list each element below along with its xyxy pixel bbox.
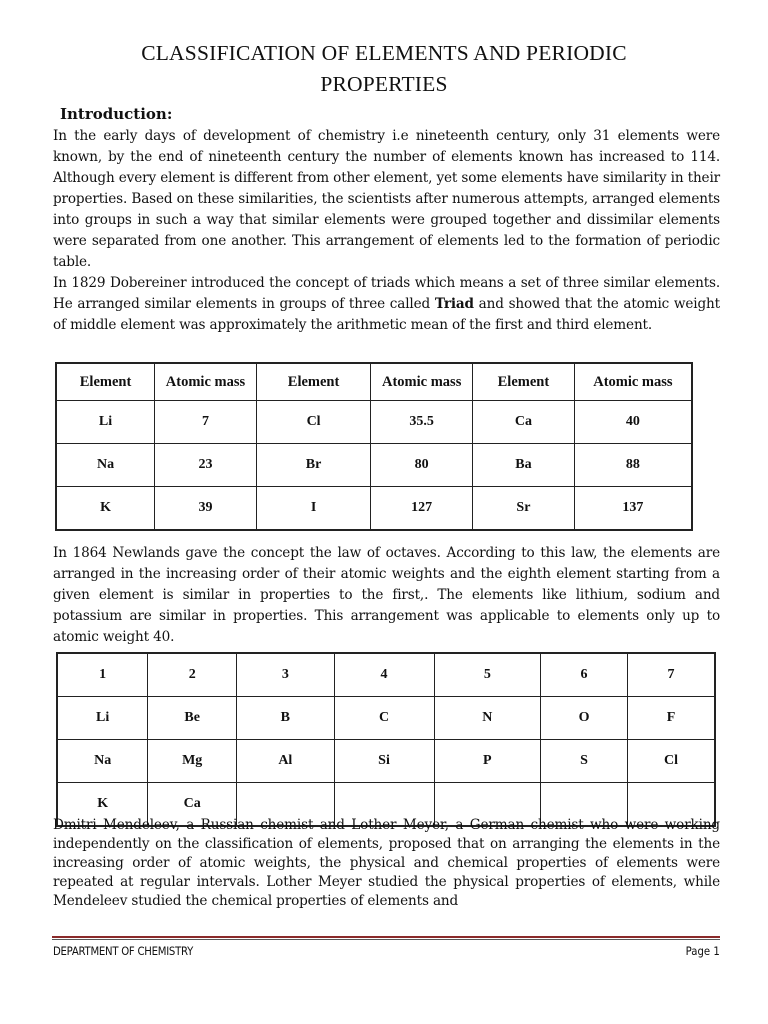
octave-cell: Li	[57, 697, 148, 740]
newlands-paragraph: In 1864 Newlands gave the concept the law of octaves. According to this law, the elements are arranged in the increasing order of their atomic weights and the eighth element starting from a given element is similar in properties to the first,. The elements like lithium, sodium and potassium are similar in properties. This arrangement was applicable to elements only up to atomic weight 40.	[53, 545, 720, 645]
triad-cell: Ca	[473, 401, 575, 444]
octave-cell: Be	[148, 697, 237, 740]
triad-term: Triad	[434, 296, 474, 312]
triad-cell: Sr	[473, 487, 575, 531]
octave-cell: Si	[334, 740, 434, 783]
footer-divider-thin	[52, 939, 720, 940]
octave-cell: 2	[148, 653, 237, 697]
footer-divider	[52, 936, 720, 938]
triad-cell: 88	[574, 444, 692, 487]
intro-paragraph: In the early days of development of chemistry i.e nineteenth century, only 31 elements were known, by the end of nineteenth century the number of elements known has increased to 114. Although every element is different from other element, yet some elements have similarity in their properties. Based on these similarities, the scientists after numerous attempts, arranged elements into groups in such a way that similar elements were grouped together and dissimilar elements were separated from one another. This arrangement of elements led to the formation of periodic table.	[53, 128, 720, 270]
triad-cell: 39	[155, 487, 257, 531]
octave-cell: Mg	[148, 740, 237, 783]
octave-cell: 3	[237, 653, 334, 697]
octave-row	[57, 653, 715, 697]
triad-header-cell: Atomic mass	[155, 363, 257, 401]
triad-cell: Ba	[473, 444, 575, 487]
section-heading: Introduction:	[60, 105, 173, 123]
page-title	[60, 38, 708, 100]
triad-cell: Br	[256, 444, 370, 487]
octave-cell: P	[434, 740, 541, 783]
triad-cell: K	[56, 487, 155, 531]
octave-cell: 5	[434, 653, 541, 697]
octave-cell: C	[334, 697, 434, 740]
triad-header-cell: Atomic mass	[371, 363, 473, 401]
triad-header-cell: Element	[473, 363, 575, 401]
triad-cell: I	[256, 487, 370, 531]
octave-cell: N	[434, 697, 541, 740]
triad-cell: 80	[371, 444, 473, 487]
dobereiner-text-2: and showed that the atomic weight of middle element was approximately the arithmetic mean of the first and third element.	[53, 296, 720, 333]
footer-page-number: Page 1	[685, 944, 720, 958]
triad-table	[55, 362, 693, 531]
octave-row	[57, 697, 715, 740]
triad-cell: 7	[155, 401, 257, 444]
octave-cell: S	[541, 740, 628, 783]
octave-cell: O	[541, 697, 628, 740]
triad-row	[56, 444, 692, 487]
triad-cell: Li	[56, 401, 155, 444]
title-line-1: CLASSIFICATION OF ELEMENTS AND PERIODIC	[141, 41, 627, 65]
title-line-2: PROPERTIES	[320, 72, 448, 96]
triad-cell: 40	[574, 401, 692, 444]
octave-row	[57, 740, 715, 783]
footer-department: DEPARTMENT OF CHEMISTRY	[53, 944, 194, 958]
triad-cell: 35.5	[371, 401, 473, 444]
octave-cell: F	[627, 697, 715, 740]
triad-header-cell: Element	[256, 363, 370, 401]
octave-cell: Ca	[148, 783, 237, 827]
octave-cell: Cl	[627, 740, 715, 783]
octave-cell: Al	[237, 740, 334, 783]
triad-row	[56, 487, 692, 531]
triad-cell: Na	[56, 444, 155, 487]
dobereiner-text-1: In 1829 Dobereiner introduced the concept of triads which means a set of three similar elements. He arranged similar elements in groups of three called	[53, 275, 720, 312]
octave-cell: 4	[334, 653, 434, 697]
octave-cell: 1	[57, 653, 148, 697]
triad-cell: Cl	[256, 401, 370, 444]
octave-cell: 7	[627, 653, 715, 697]
triad-header-cell: Atomic mass	[574, 363, 692, 401]
octave-cell: 6	[541, 653, 628, 697]
octave-cell: K	[57, 783, 148, 827]
triad-cell: 127	[371, 487, 473, 531]
octave-cell: Na	[57, 740, 148, 783]
triad-row	[56, 401, 692, 444]
triad-cell: 137	[574, 487, 692, 531]
octave-cell: B	[237, 697, 334, 740]
dobereiner-paragraph	[53, 273, 720, 336]
triad-cell: 23	[155, 444, 257, 487]
mendeleev-paragraph: Dmitri Mendeleev, a Russian chemist and Lother Meyer, a German chemist who were working independently on the classification of elements, proposed that on arranging the elements in the increasing order of atomic weights, the physical and chemical properties of elements were repeated at regular intervals. Lother Meyer studied the physical properties of elements, while Mendeleev studied the chemical properties of elements and	[53, 817, 720, 909]
octave-table	[56, 652, 716, 827]
triad-header-cell: Element	[56, 363, 155, 401]
